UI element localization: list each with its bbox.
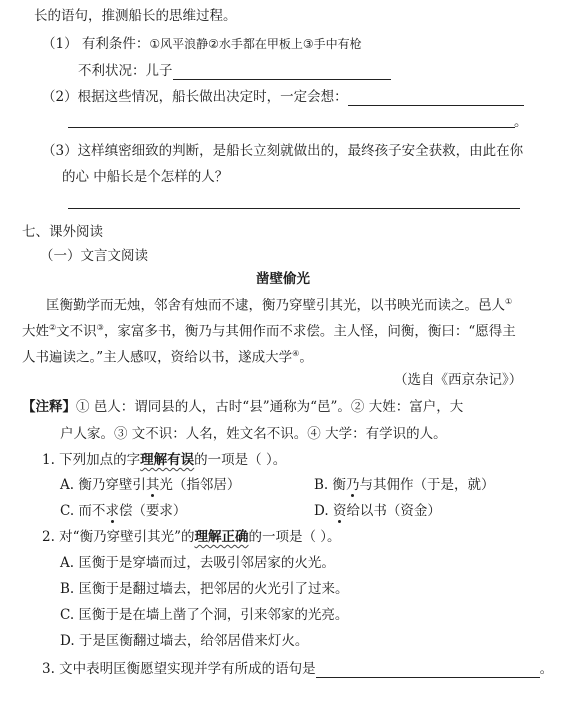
- q3-text: 3. 文中表明匡衡愿望实现并学有所成的语句是: [42, 661, 316, 677]
- q1-option-b-rest: 与其佣作（于是，就）: [359, 477, 495, 493]
- q1-stem: [42, 451, 286, 469]
- notes-text-1: ① 邑人：谓同县的人，古时“县”通称为“邑”。② 大姓：富户，大: [76, 399, 464, 415]
- q6-continuation: 长的语句，推测船长的思维过程。: [34, 8, 237, 24]
- q1-option-a[interactable]: [60, 476, 240, 494]
- q1-option-d-rest: 给以书（资金）: [346, 503, 441, 519]
- q1-option-d[interactable]: [314, 502, 441, 520]
- q2-stem: [42, 528, 341, 546]
- q6-3-answer-blank[interactable]: [68, 208, 520, 209]
- q2-stem-a: 2. 对“衡乃穿壁引其光”的: [42, 529, 195, 545]
- q2-option-d[interactable]: D. 于是匡衡翻过墙去，给邻居借来灯火。: [60, 633, 309, 649]
- passage-line-3: [22, 345, 313, 367]
- note-marker-2: ②: [49, 323, 57, 332]
- section-7-title: 七、课外阅读: [22, 224, 103, 240]
- notes-label: 【注释】: [22, 399, 76, 415]
- q1-option-c-text: C. 而不: [60, 503, 106, 519]
- passage-text-3b: 。: [299, 349, 313, 366]
- q6-2-question: [42, 88, 524, 106]
- q1-option-a-rest: 光（指邻居）: [159, 477, 241, 493]
- q1-stem-a: 1. 下列加点的字: [42, 452, 141, 468]
- q6-3-line2: 的心 中船长是个怎样的人？: [62, 169, 229, 185]
- q6-2-answer-blank-2[interactable]: [68, 127, 515, 128]
- q3-stem: [42, 660, 553, 678]
- q3-answer-blank[interactable]: [316, 663, 540, 678]
- q1-option-c-dotted-char: 求: [105, 503, 119, 519]
- passage-title: 凿壁偷光: [256, 271, 310, 287]
- q6-2-end-period: 。: [514, 114, 528, 130]
- q6-2-text: （2）根据这些情况，船长做出决定时，一定会想：: [42, 89, 348, 105]
- q1-stem-c: 的一项是（ ）。: [194, 452, 287, 468]
- q6-1-unfavorable: [78, 62, 391, 80]
- q6-1-unfav-label: 不利状况：儿子: [78, 63, 173, 79]
- q3-end-period: 。: [539, 661, 554, 677]
- passage-line-1: [46, 293, 512, 315]
- q6-2-answer-blank-1[interactable]: [348, 91, 524, 106]
- q1-option-d-dotted-char: 资: [332, 503, 347, 519]
- q1-option-a-text: A. 衡乃穿壁引: [60, 477, 146, 493]
- q1-option-b-dotted-char: 乃: [346, 477, 360, 493]
- notes-line-2: 户人家。③ 文不识：人名，姓文名不识。④ 大学：有学识的人。: [60, 426, 447, 442]
- q1-option-b[interactable]: [314, 476, 495, 494]
- note-marker-4: ④: [292, 349, 300, 358]
- q1-option-d-text: D.: [314, 503, 333, 519]
- q1-option-a-dotted-char: 其: [145, 477, 160, 493]
- q6-3-line1: （3）这样缜密细致的判断，是船长立刻就做出的，最终孩子安全获救，由此在你: [42, 143, 524, 159]
- q1-option-c[interactable]: [60, 502, 186, 520]
- note-marker-1: ①: [505, 297, 513, 306]
- passage-text-2b: 文不识: [56, 323, 97, 340]
- subsection-1-title: （一）文言文阅读: [40, 248, 148, 264]
- q2-stem-c: 的一项是（ ）。: [248, 529, 341, 545]
- q6-1-answer-blank[interactable]: [173, 65, 391, 80]
- q6-1-prefix: （1） 有利条件：: [42, 36, 150, 52]
- q1-emphasis: 理解有误: [140, 452, 195, 468]
- q1-option-c-rest: 偿（要求）: [118, 503, 187, 519]
- passage-text-1: 匡衡勤学而无烛，邻舍有烛而不逮，衡乃穿壁引其光，以书映光而读之。邑人: [46, 297, 505, 314]
- passage-text-2a: 大姓: [22, 323, 49, 340]
- q6-1-favorable: [42, 35, 362, 53]
- passage-text-2c: ，家富多书，衡乃与其佣作而不求偿。主人怪，问衡，衡曰：“愿得主: [103, 323, 516, 340]
- note-marker-3: ③: [96, 323, 104, 332]
- passage-line-2: [22, 319, 516, 341]
- q2-option-c[interactable]: C. 匡衡于是在墙上凿了个洞，引来邻家的光亮。: [60, 607, 349, 623]
- q2-emphasis: 理解正确: [194, 529, 249, 545]
- passage-source: （选自《西京杂记》）: [394, 372, 523, 388]
- q2-option-b[interactable]: B. 匡衡于是翻过墙去，把邻居的火光引了过来。: [60, 581, 349, 597]
- notes-line-1: [22, 398, 463, 416]
- passage-text-3a: 人书遍读之。”主人感叹，资给以书，遂成大学: [22, 349, 293, 366]
- q6-1-handwritten-answer: ①风平浪静②水手都在甲板上③手中有枪: [149, 37, 362, 51]
- q1-option-b-text: B. 衡: [314, 477, 347, 493]
- q2-option-a[interactable]: A. 匡衡于是穿墙而过，去吸引邻居家的火光。: [60, 555, 335, 571]
